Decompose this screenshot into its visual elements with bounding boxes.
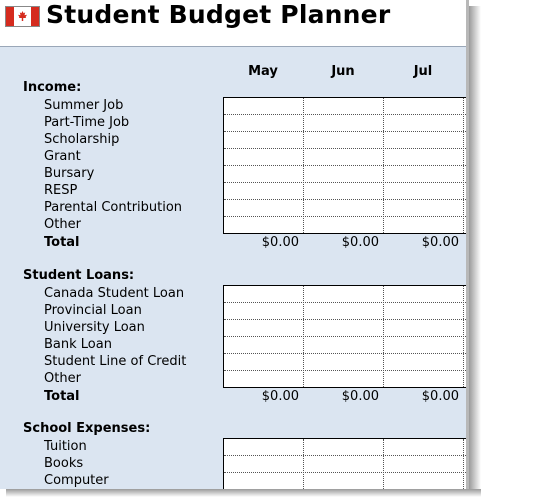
budget-cell[interactable]	[304, 115, 384, 132]
budget-cell[interactable]	[224, 439, 304, 456]
row-label: Canada Student Loan	[44, 286, 185, 301]
title-row	[0, 0, 468, 47]
budget-cell[interactable]	[304, 200, 384, 217]
budget-cell[interactable]	[224, 286, 304, 303]
budget-cell[interactable]	[304, 149, 384, 166]
budget-cell[interactable]	[304, 456, 384, 473]
budget-cell[interactable]	[224, 200, 304, 217]
budget-cell[interactable]	[304, 320, 384, 337]
budget-cell[interactable]	[224, 166, 304, 183]
budget-body	[0, 47, 468, 489]
budget-cell[interactable]	[384, 337, 464, 354]
total-value: $0.00	[421, 235, 459, 250]
budget-cell[interactable]	[384, 439, 464, 456]
budget-cell[interactable]	[304, 371, 384, 388]
budget-cell[interactable]	[304, 286, 384, 303]
row-label: Bank Loan	[44, 337, 112, 352]
section-title: Student Loans:	[23, 268, 135, 283]
budget-cell[interactable]	[224, 115, 304, 132]
row-label: RESP	[44, 183, 78, 198]
budget-cell[interactable]	[224, 303, 304, 320]
budget-cell[interactable]	[224, 183, 304, 200]
page-title: Student Budget Planner	[46, 0, 391, 29]
budget-cell[interactable]	[384, 456, 464, 473]
total-label: Total	[44, 389, 80, 404]
canada-flag-icon	[5, 6, 40, 27]
budget-cell[interactable]	[224, 354, 304, 371]
shadow	[469, 6, 481, 497]
budget-cell[interactable]	[304, 354, 384, 371]
row-label: Books	[44, 456, 84, 471]
row-label: Computer	[44, 473, 109, 488]
budget-cell[interactable]	[224, 456, 304, 473]
month-header: Jul	[413, 64, 433, 79]
budget-cell[interactable]	[224, 320, 304, 337]
row-label: Provincial Loan	[44, 303, 142, 318]
budget-cell[interactable]	[224, 337, 304, 354]
entry-grid	[223, 97, 468, 234]
row-label: Grant	[44, 149, 81, 164]
total-value: $0.00	[341, 389, 379, 404]
row-label: University Loan	[44, 320, 145, 335]
budget-cell[interactable]	[384, 200, 464, 217]
budget-cell[interactable]	[384, 303, 464, 320]
entry-grid	[223, 285, 468, 388]
budget-cell[interactable]	[384, 217, 464, 234]
row-label: Tuition	[44, 439, 87, 454]
budget-cell[interactable]	[224, 149, 304, 166]
budget-cell[interactable]	[304, 166, 384, 183]
budget-cell[interactable]	[304, 217, 384, 234]
month-header: May	[248, 64, 278, 79]
row-label: Other	[44, 371, 81, 386]
row-label: Part-Time Job	[44, 115, 130, 130]
budget-cell[interactable]	[384, 286, 464, 303]
budget-cell[interactable]	[224, 132, 304, 149]
total-value: $0.00	[261, 235, 299, 250]
entry-grid	[223, 438, 468, 491]
budget-cell[interactable]	[384, 98, 464, 115]
budget-cell[interactable]	[384, 354, 464, 371]
budget-cell[interactable]	[304, 303, 384, 320]
total-value: $0.00	[341, 235, 379, 250]
budget-cell[interactable]	[304, 439, 384, 456]
budget-cell[interactable]	[224, 98, 304, 115]
section-title: Income:	[23, 80, 82, 95]
row-label: Bursary	[44, 166, 95, 181]
row-label: Other	[44, 217, 81, 232]
section-title: School Expenses:	[23, 421, 151, 436]
budget-cell[interactable]	[304, 132, 384, 149]
budget-cell[interactable]	[384, 371, 464, 388]
budget-cell[interactable]	[384, 132, 464, 149]
budget-cell[interactable]	[384, 149, 464, 166]
budget-cell[interactable]	[304, 337, 384, 354]
budget-cell[interactable]	[224, 217, 304, 234]
budget-cell[interactable]	[384, 166, 464, 183]
row-label: Scholarship	[44, 132, 120, 147]
month-header: Jun	[331, 64, 355, 79]
total-label: Total	[44, 235, 80, 250]
row-label: Student Line of Credit	[44, 354, 187, 369]
total-value: $0.00	[261, 389, 299, 404]
budget-cell[interactable]	[384, 473, 464, 490]
shadow	[6, 489, 481, 497]
budget-cell[interactable]	[384, 115, 464, 132]
budget-cell[interactable]	[224, 371, 304, 388]
row-label: Summer Job	[44, 98, 124, 113]
budget-cell[interactable]	[304, 98, 384, 115]
budget-cell[interactable]	[224, 473, 304, 490]
budget-cell[interactable]	[384, 320, 464, 337]
budget-cell[interactable]	[304, 183, 384, 200]
budget-cell[interactable]	[304, 473, 384, 490]
budget-cell[interactable]	[384, 183, 464, 200]
row-label: Parental Contribution	[44, 200, 183, 215]
total-value: $0.00	[421, 389, 459, 404]
